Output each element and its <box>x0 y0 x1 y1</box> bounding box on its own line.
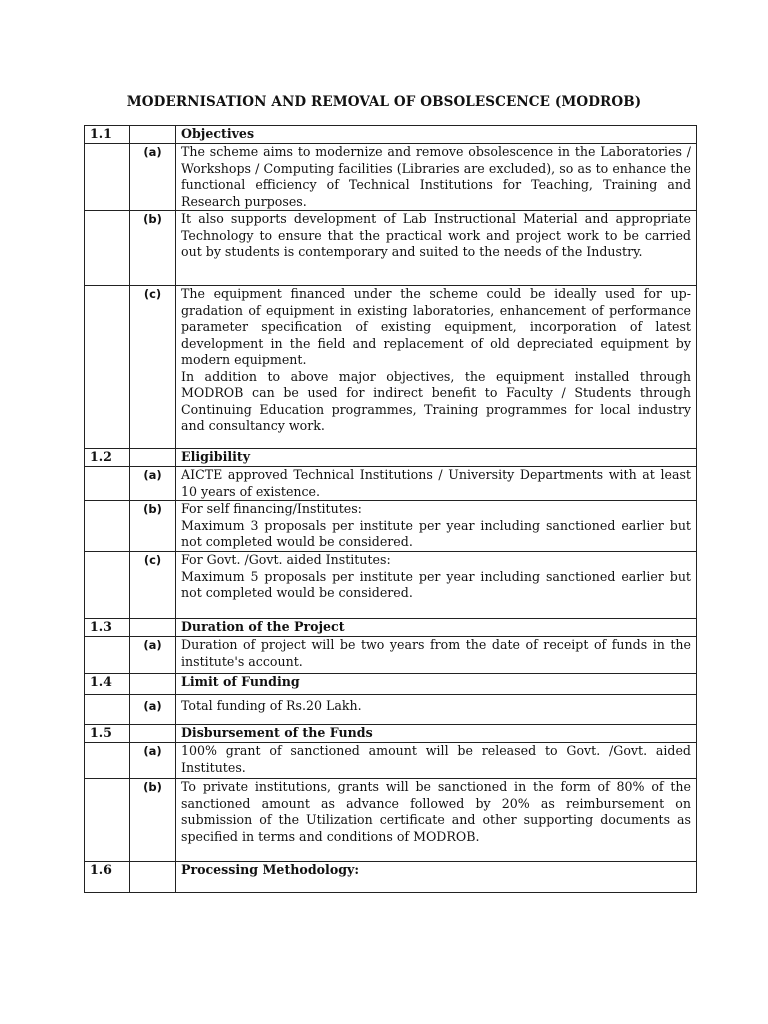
blank-cell <box>85 695 130 725</box>
blank-cell <box>85 286 130 449</box>
item-label: (a) <box>130 637 176 674</box>
blank-cell <box>85 552 130 619</box>
section-number: 1.3 <box>85 619 130 637</box>
item-label: (a) <box>130 695 176 725</box>
blank-cell <box>130 619 176 637</box>
item-text: To private institutions, grants will be sanctioned in the form of 80% of the sanctioned amount as advance followed by 20% as reimbursement on submission of the Utilization certificate and other supporting documents as specified in terms and conditions of MODROB. <box>176 779 697 862</box>
section-heading: Objectives <box>176 126 697 144</box>
item-label: (c) <box>130 286 176 449</box>
section-heading: Processing Methodology: <box>176 862 697 893</box>
item-label: (b) <box>130 211 176 286</box>
item-row <box>85 501 697 552</box>
item-row <box>85 779 697 862</box>
item-label: (b) <box>130 501 176 552</box>
blank-cell <box>130 449 176 467</box>
section-row-funding-limit <box>85 674 697 695</box>
item-row <box>85 467 697 501</box>
section-number: 1.1 <box>85 126 130 144</box>
item-row <box>85 211 697 286</box>
blank-cell <box>85 211 130 286</box>
item-label: (a) <box>130 743 176 779</box>
section-row-objectives <box>85 126 697 144</box>
section-number: 1.5 <box>85 725 130 743</box>
section-row-processing <box>85 862 697 893</box>
section-row-disbursement <box>85 725 697 743</box>
blank-cell <box>130 725 176 743</box>
item-text: AICTE approved Technical Institutions / University Departments with at least 10 years of existence. <box>176 467 697 501</box>
item-row <box>85 743 697 779</box>
page-title: MODERNISATION AND REMOVAL OF OBSOLESCENCE (MODROB) <box>126 94 642 110</box>
blank-cell <box>85 779 130 862</box>
item-text: 100% grant of sanctioned amount will be released to Govt. /Govt. aided Institutes. <box>176 743 697 779</box>
blank-cell <box>130 126 176 144</box>
section-heading: Duration of the Project <box>176 619 697 637</box>
section-heading: Eligibility <box>176 449 697 467</box>
item-label: (b) <box>130 779 176 862</box>
item-text: It also supports development of Lab Instructional Material and appropriate Technology to ensure that the practical work and project work to be carried out by students is contemporary and suited to the needs of the Industry. <box>176 211 697 286</box>
item-text: Total funding of Rs.20 Lakh. <box>176 695 697 725</box>
section-number: 1.4 <box>85 674 130 695</box>
section-row-duration <box>85 619 697 637</box>
modrob-table <box>84 125 697 893</box>
section-row-eligibility <box>85 449 697 467</box>
blank-cell <box>130 674 176 695</box>
item-label: (a) <box>130 144 176 211</box>
item-text: Duration of project will be two years from the date of receipt of funds in the institute's account. <box>176 637 697 674</box>
blank-cell <box>130 862 176 893</box>
blank-cell <box>85 467 130 501</box>
blank-cell <box>85 501 130 552</box>
item-row <box>85 144 697 211</box>
item-row <box>85 286 697 449</box>
item-text: For Govt. /Govt. aided Institutes: Maximum 5 proposals per institute per year including sanctioned earlier but not completed would be considered. <box>176 552 697 619</box>
item-label: (a) <box>130 467 176 501</box>
item-text: For self financing/Institutes: Maximum 3 proposals per institute per year including sanctioned earlier but not completed would be considered. <box>176 501 697 552</box>
item-text: The equipment financed under the scheme could be ideally used for up-gradation of equipment in existing laboratories, enhancement of performance parameter specification of existing equipment, incorporation of latest development in the field and replacement of old depreciated equipment by modern equipment. In addition to above major objectives, the equipment installed through MODROB can be used for indirect benefit to Faculty / Students through Continuing Education programmes, Training programmes for local industry and consultancy work. <box>176 286 697 449</box>
section-heading: Limit of Funding <box>176 674 697 695</box>
item-text: The scheme aims to modernize and remove obsolescence in the Laboratories / Workshops / Computing facilities (Libraries are excluded), so as to enhance the functional efficiency of Technical Institutions for Teaching, Training and Research purposes. <box>176 144 697 211</box>
item-row <box>85 695 697 725</box>
blank-cell <box>85 637 130 674</box>
section-number: 1.6 <box>85 862 130 893</box>
item-row <box>85 637 697 674</box>
blank-cell <box>85 144 130 211</box>
blank-cell <box>85 743 130 779</box>
item-label: (c) <box>130 552 176 619</box>
section-heading: Disbursement of the Funds <box>176 725 697 743</box>
item-row <box>85 552 697 619</box>
section-number: 1.2 <box>85 449 130 467</box>
